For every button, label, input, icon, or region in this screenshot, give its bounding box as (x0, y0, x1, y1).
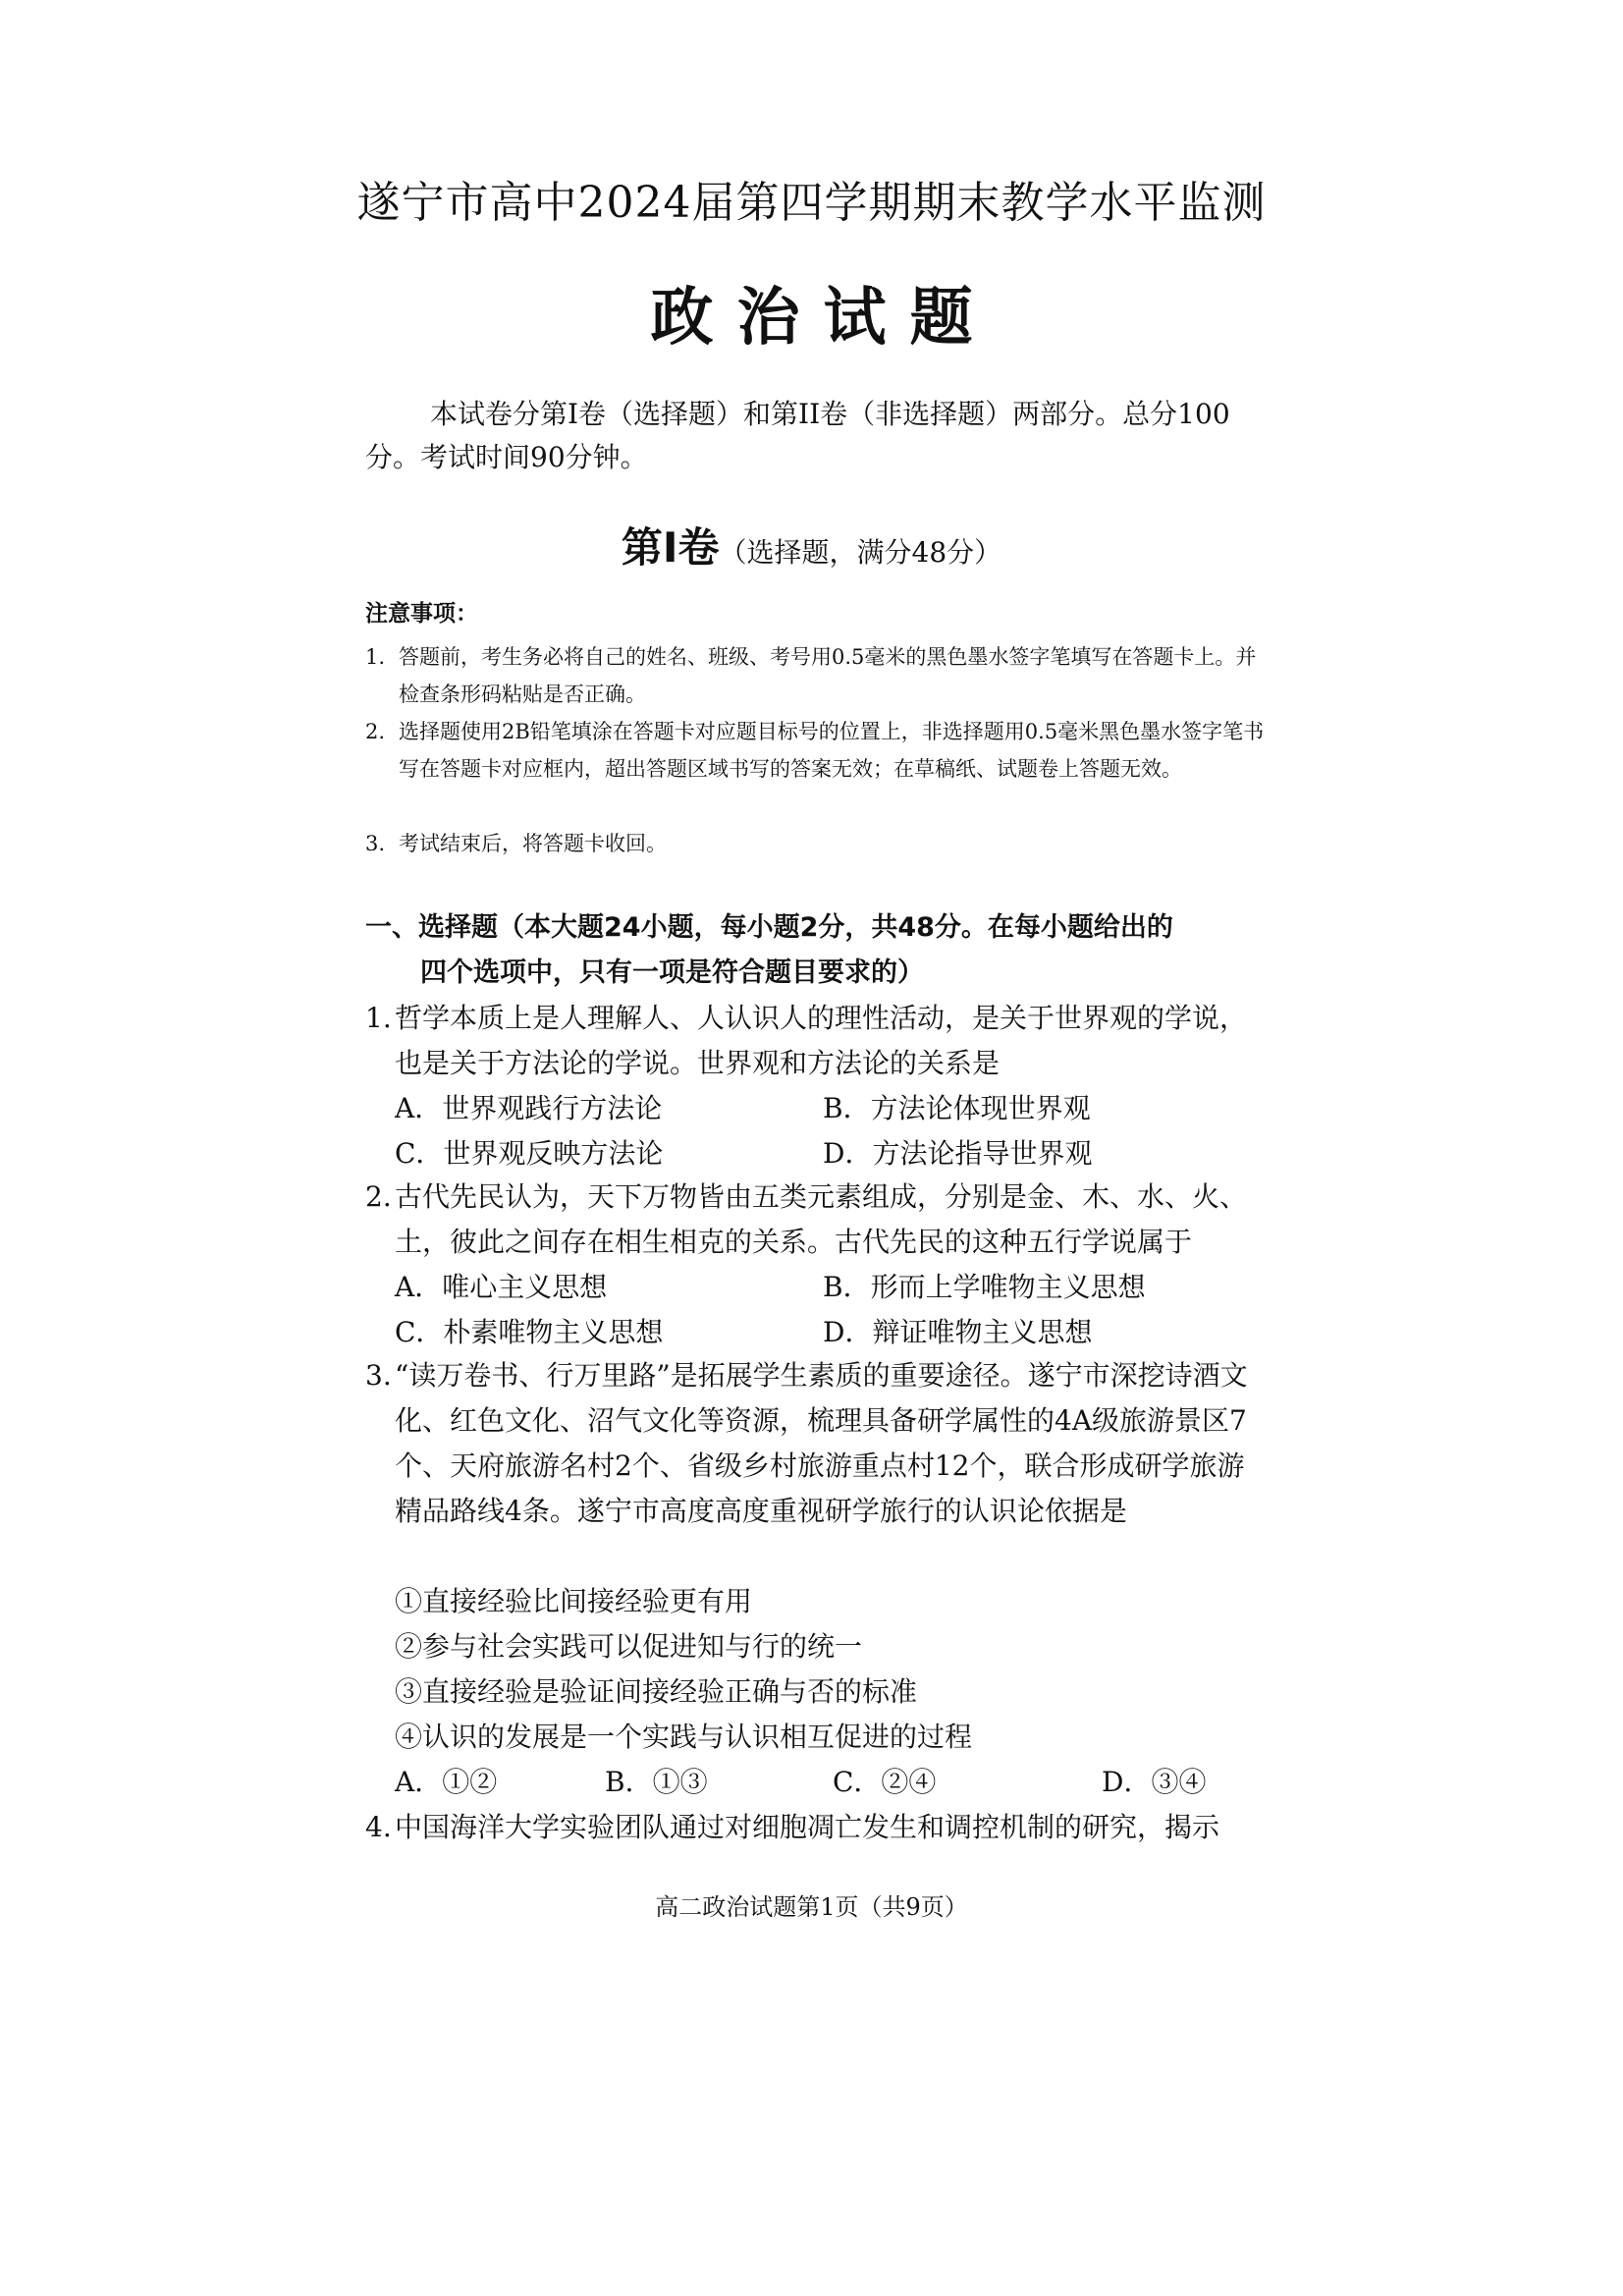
option-a: A．世界观践行方法论 (395, 1092, 663, 1124)
part1-heading (0, 516, 1623, 574)
question-3 (365, 1353, 1269, 1534)
statement-4: ④认识的发展是一个实践与认识相互促进的过程 (395, 1721, 973, 1753)
option-a: A．唯心主义思想 (395, 1271, 608, 1303)
option-b: B．形而上学唯物主义思想 (823, 1271, 1146, 1303)
question-number: 4. (365, 1811, 392, 1843)
option-c: C．世界观反映方法论 (395, 1137, 664, 1170)
section-heading-line2: 四个选项中，只有一项是符合题目要求的） (420, 957, 924, 988)
notice-item-number: 1. (365, 645, 386, 669)
question-2 (365, 1175, 1269, 1265)
notice-item-number: 2. (365, 720, 386, 743)
option-d: D．③④ (1102, 1766, 1207, 1798)
option-c: C．朴素唯物主义思想 (395, 1316, 664, 1348)
exam-name: 遂宁市高中2024届第四学期期末教学水平监测 (356, 178, 1267, 228)
intro-paragraph: 本试卷分第Ⅰ卷（选择题）和第II卷（非选择题）两部分。总分100分。考试时间90分钟。 (365, 398, 1230, 473)
option-c: C．②④ (833, 1766, 937, 1798)
option-d: D．方法论指导世界观 (823, 1137, 1093, 1170)
notice-item (365, 825, 1269, 862)
option-d: D．辩证唯物主义思想 (823, 1316, 1093, 1348)
notice-item-text: 选择题使用2B铅笔填涂在答题卡对应题目标号的位置上，非选择题用0.5毫米黑色墨水签字笔书写在答题卡对应框内，超出答题区域书写的答案无效；在草稿纸、试题卷上答题无效。 (399, 720, 1265, 781)
part1-title: 第Ⅰ卷 (621, 523, 720, 572)
question-number: 2. (365, 1180, 392, 1213)
notice-item-number: 3. (365, 832, 386, 855)
question-stem: 中国海洋大学实验团队通过对细胞凋亡发生和调控机制的研究，揭示 (395, 1811, 1220, 1843)
question-stem: 哲学本质上是人理解人、人认识人的理性活动，是关于世界观的学说，也是关于方法论的学说。世界观和方法论的关系是 (395, 1002, 1248, 1079)
question-1 (365, 996, 1269, 1086)
question-number: 1. (365, 1002, 392, 1034)
page-footer: 高二政治试题第1页（共9页） (655, 1893, 968, 1921)
question-stem: 古代先民认为，天下万物皆由五类元素组成，分别是金、木、水、火、土，彼此之间存在相生相克的关系。古代先民的这种五行学说属于 (395, 1180, 1248, 1258)
notice-title: 注意事项： (365, 601, 478, 627)
notice-item-text: 考试结束后，将答题卡收回。 (399, 832, 667, 855)
statement-1: ①直接经验比间接经验更有用 (395, 1585, 753, 1617)
question-number: 3. (365, 1359, 392, 1392)
notice-item (365, 638, 1269, 713)
subject-title: 政治试题 (650, 281, 997, 355)
statement-3: ③直接经验是验证间接经验正确与否的标准 (395, 1675, 918, 1708)
question-stem: “读万卷书、行万里路”是拓展学生素质的重要途径。遂宁市深挖诗酒文化、红色文化、沼气文化等资源，梳理具备研学属性的4A级旅游景区7个、天府旅游名村2个、省级乡村旅游重点村12个，联合形成研学旅游精品路线4条。遂宁市高度高度重视研学旅行的认识论依据是 (395, 1359, 1248, 1527)
option-b: B．方法论体现世界观 (823, 1092, 1091, 1124)
notice-item-text: 答题前，考生务必将自己的姓名、班级、考号用0.5毫米的黑色墨水签字笔填写在答题卡上。并检查条形码粘贴是否正确。 (399, 645, 1257, 706)
option-b: B．①③ (605, 1766, 708, 1798)
section-heading (365, 905, 1269, 996)
question-4 (365, 1805, 1269, 1850)
option-a: A．①② (395, 1766, 498, 1798)
statement-2: ②参与社会实践可以促进知与行的统一 (395, 1630, 863, 1663)
part1-subtitle: （选择题，满分48分） (719, 536, 1002, 569)
notice-item (365, 713, 1269, 788)
section-heading-line1: 一、选择题（本大题24小题，每小题2分，共48分。在每小题给出的 (365, 912, 1173, 943)
